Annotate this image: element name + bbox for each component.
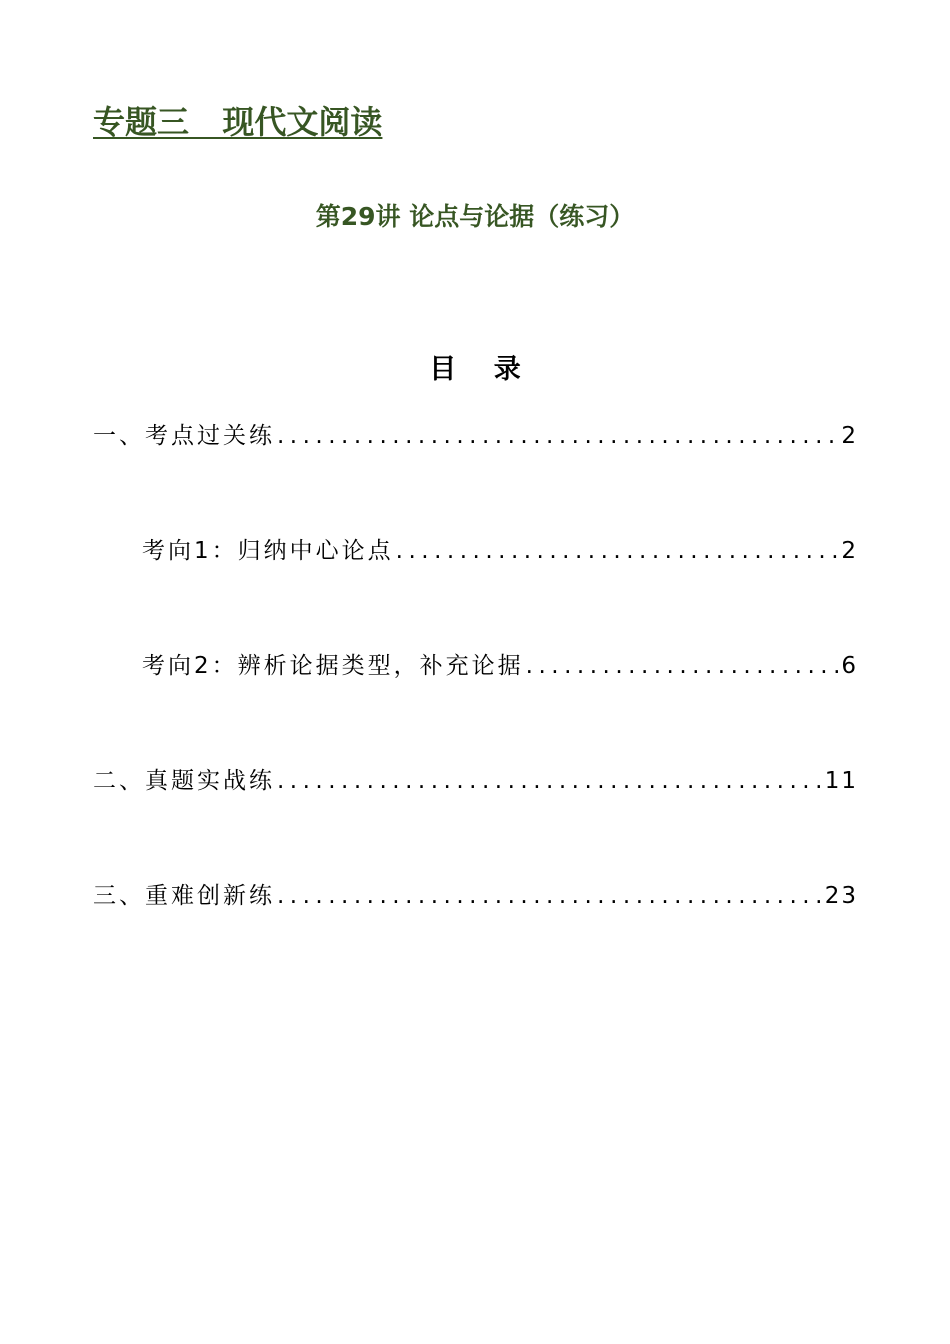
toc-dot-leader <box>277 418 839 454</box>
toc-entry-label: 三、重难创新练 <box>93 883 275 909</box>
toc-heading: 目 录 <box>429 354 521 385</box>
toc-page-number: 6 <box>841 653 858 679</box>
toc-entry-subsection-2[interactable] <box>142 648 858 684</box>
toc-entry-section-1[interactable] <box>93 418 858 454</box>
toc-dot-leader <box>526 648 840 684</box>
toc-page-number: 2 <box>841 423 858 449</box>
toc-entry-label: 考向2：辨析论据类型，补充论据 <box>142 653 524 679</box>
lecture-title: 第29讲 论点与论据（练习） <box>315 202 635 231</box>
toc-dot-leader <box>396 533 840 569</box>
toc-dot-leader <box>277 763 823 799</box>
toc-entry-section-2[interactable] <box>93 763 858 799</box>
toc-entry-label: 二、真题实战练 <box>93 768 275 794</box>
toc-entry-label: 考向1：归纳中心论点 <box>142 538 394 564</box>
toc-entry-label: 一、考点过关练 <box>93 423 275 449</box>
toc-page-number: 11 <box>824 768 858 794</box>
toc-page-number: 2 <box>841 538 858 564</box>
toc-dot-leader <box>277 878 823 914</box>
toc-entry-subsection-1[interactable] <box>142 533 858 569</box>
toc-page-number: 23 <box>824 883 858 909</box>
toc-entry-section-3[interactable] <box>93 878 858 914</box>
topic-title: 专题三 现代文阅读 <box>93 103 383 141</box>
